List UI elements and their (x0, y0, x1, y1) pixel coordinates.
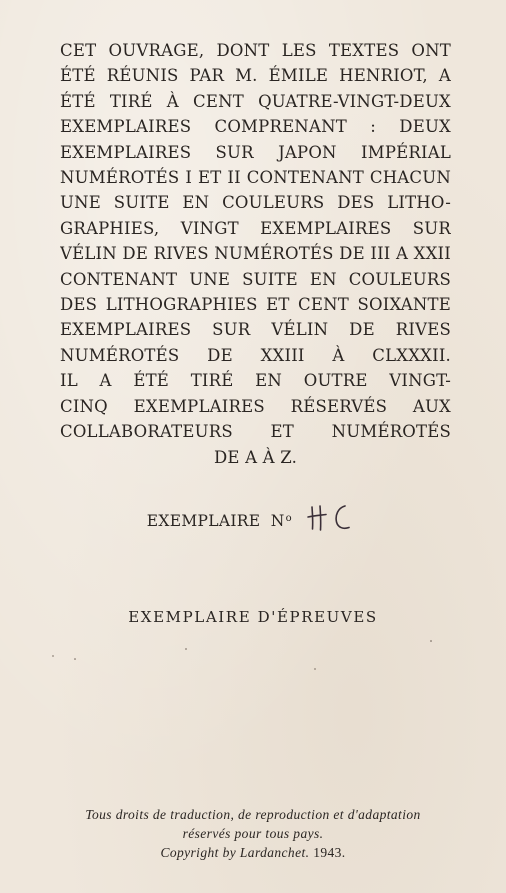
colophon-line: IL A ÉTÉ TIRÉ EN OUTRE VINGT- (60, 371, 451, 391)
rights-line-1: Tous droits de traduction, de reproduction et d'adaptation (85, 807, 421, 822)
copy-number-label: EXEMPLAIRE (146, 512, 261, 530)
colophon-line: CONTENANT UNE SUITE EN COULEURS (60, 269, 451, 289)
colophon-line: VÉLIN DE RIVES NUMÉROTÉS DE III A XXII (60, 244, 451, 264)
proof-copy-label: EXEMPLAIRE D'ÉPREUVES (128, 608, 378, 626)
rights-line-2: réservés pour tous pays. (182, 826, 324, 841)
paper-speck (185, 648, 187, 650)
copyright-text: Copyright by Lardanchet. (160, 845, 310, 860)
paper-speck (314, 668, 316, 670)
number-abbreviation-superscript: o (285, 513, 292, 524)
colophon-line: GRAPHIES, VINGT EXEMPLAIRES SUR (60, 218, 451, 238)
handwritten-hc-signature (307, 502, 359, 532)
colophon-line: NUMÉROTÉS DE XXIII À CLXXXII. (60, 345, 451, 365)
colophon-line: UNE SUITE EN COULEURS DES LITHO- (60, 193, 451, 213)
colophon-line: NUMÉROTÉS I ET II CONTENANT CHACUN (60, 168, 451, 188)
colophon-line: COLLABORATEURS ET NUMÉROTÉS (60, 422, 451, 442)
number-abbreviation: N (270, 512, 285, 530)
colophon-justification (60, 38, 451, 470)
rights-notice (0, 805, 506, 862)
colophon-line: DES LITHOGRAPHIES ET CENT SOIXANTE (60, 295, 451, 315)
colophon-line: CINQ EXEMPLAIRES RÉSERVÉS AUX (60, 396, 451, 416)
paper-speck (52, 655, 54, 657)
colophon-line: ÉTÉ TIRÉ À CENT QUATRE-VINGT-DEUX (60, 91, 451, 111)
paper-speck (74, 658, 76, 660)
handwritten-copy-number (307, 502, 359, 536)
colophon-line: EXEMPLAIRES SUR JAPON IMPÉRIAL (60, 142, 451, 162)
rights-line-3 (0, 843, 506, 862)
colophon-line: EXEMPLAIRES SUR VÉLIN DE RIVES (60, 320, 451, 340)
copyright-year: 1943. (313, 845, 346, 860)
copy-number (0, 502, 506, 536)
paper-speck (430, 640, 432, 642)
colophon-line: ÉTÉ RÉUNIS PAR M. ÉMILE HENRIOT, A (60, 66, 451, 86)
colophon-line: EXEMPLAIRES COMPRENANT : DEUX (60, 117, 451, 137)
colophon-line: CET OUVRAGE, DONT LES TEXTES ONT (60, 41, 451, 60)
colophon-line: DE A À Z. (213, 447, 298, 467)
